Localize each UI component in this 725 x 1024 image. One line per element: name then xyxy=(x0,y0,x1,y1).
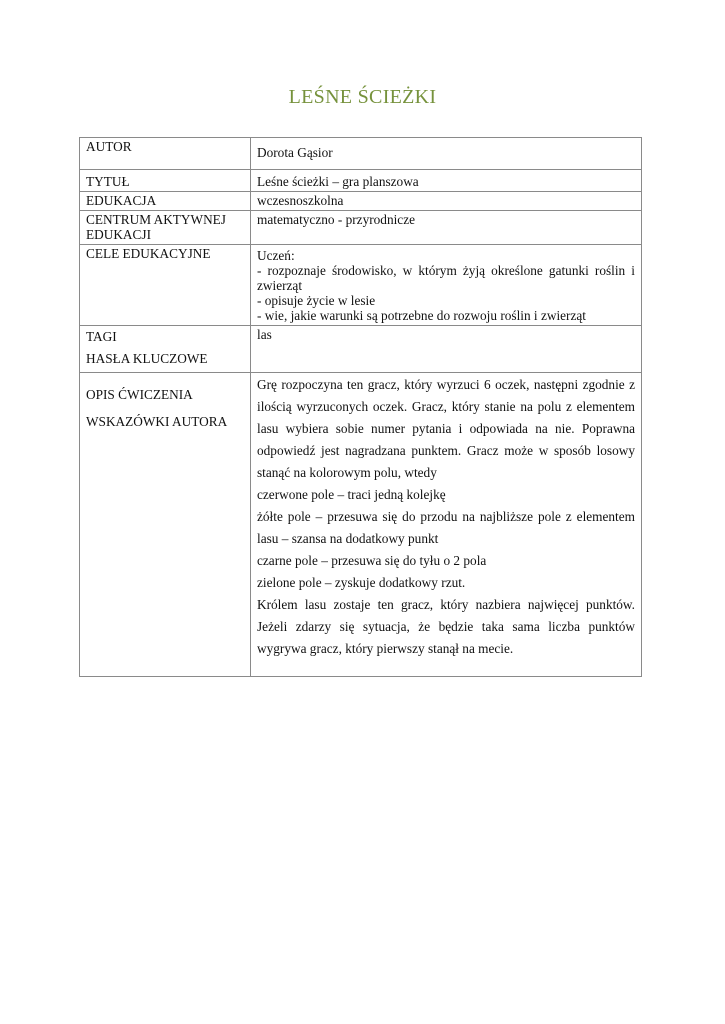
value-tagi: las xyxy=(251,326,642,373)
label-tagi-2: HASŁA KLUCZOWE xyxy=(86,351,208,366)
row-opis xyxy=(80,373,642,677)
value-tytul: Leśne ścieżki – gra planszowa xyxy=(251,170,642,192)
value-edukacja: wczesnoszkolna xyxy=(251,192,642,211)
opis-paragraph: Królem lasu zostaje ten gracz, który nazbiera najwięcej punktów. Jeżeli zdarzy się sytuacja, że będzie taka sama liczba punktów wygrywa gracz, który pierwszy stanął na mecie. xyxy=(257,597,635,656)
label-tagi xyxy=(80,326,251,373)
opis-bottom-space xyxy=(257,660,635,674)
value-cele xyxy=(251,245,642,326)
label-tagi-1: TAGI xyxy=(86,329,117,344)
cele-item: - wie, jakie warunki są potrzebne do rozwoju roślin i zwierząt xyxy=(257,308,586,323)
cele-item: - opisuje życie w lesie xyxy=(257,293,376,308)
page-title: LEŚNE ŚCIEŻKI xyxy=(288,86,437,108)
row-cele xyxy=(80,245,642,326)
row-tytul xyxy=(80,170,642,192)
value-opis xyxy=(251,373,642,677)
lesson-table xyxy=(79,137,642,677)
row-autor xyxy=(80,138,642,170)
label-cele: CELE EDUKACYJNE xyxy=(80,245,251,326)
label-edukacja: EDUKACJA xyxy=(80,192,251,211)
row-centrum xyxy=(80,211,642,245)
opis-paragraph: czarne pole – przesuwa się do tyłu o 2 pola xyxy=(257,553,487,568)
label-tytul: TYTUŁ xyxy=(80,170,251,192)
cele-intro: Uczeń: xyxy=(257,248,295,263)
label-centrum: CENTRUM AKTYWNEJ EDUKACJI xyxy=(80,211,251,245)
value-centrum: matematyczno - przyrodnicze xyxy=(251,211,642,245)
cele-item: - rozpoznaje środowisko, w którym żyją określone gatunki roślin i zwierząt xyxy=(257,263,635,293)
opis-paragraph: żółte pole – przesuwa się do przodu na najbliższe pole z elementem lasu – szansa na dodatkowy punkt xyxy=(257,509,635,546)
value-autor: Dorota Gąsior xyxy=(251,138,642,170)
opis-paragraph: zielone pole – zyskuje dodatkowy rzut. xyxy=(257,575,466,590)
row-edukacja xyxy=(80,192,642,211)
label-autor: AUTOR xyxy=(80,138,251,170)
label-opis-1: OPIS ĆWICZENIA xyxy=(86,387,193,402)
label-opis xyxy=(80,373,251,677)
row-tagi xyxy=(80,326,642,373)
opis-paragraph: Grę rozpoczyna ten gracz, który wyrzuci 6 oczek, następni zgodnie z ilością wyrzuconych oczek. Gracz, który stanie na polu z elementem lasu wybiera sobie numer pytania i odpowiada na nie. Poprawna odpowiedź jest nagradzana punktem. Gracz może w sposób losowy stanąć na kolorowym polu, wtedy xyxy=(257,377,635,480)
opis-paragraph: czerwone pole – traci jedną kolejkę xyxy=(257,487,446,502)
label-opis-2: WSKAZÓWKI AUTORA xyxy=(86,414,228,429)
